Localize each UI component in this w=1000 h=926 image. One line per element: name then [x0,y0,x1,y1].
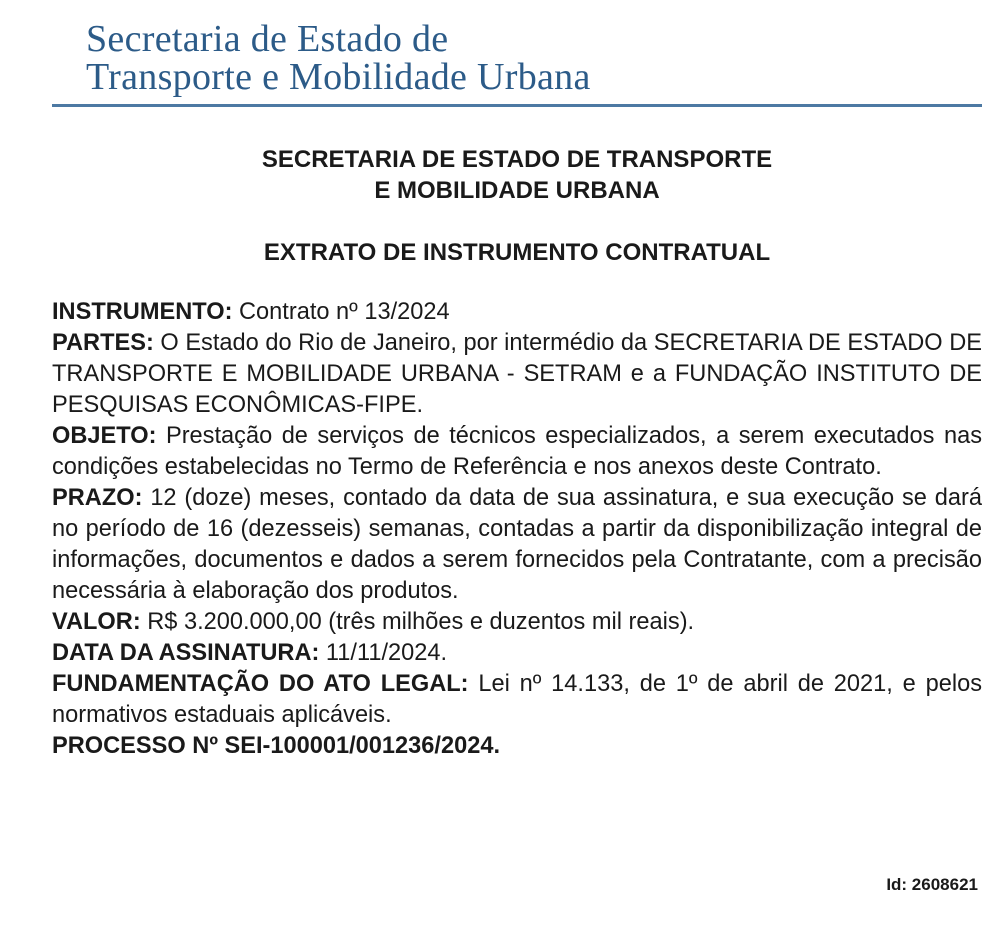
data-assinatura-label: DATA DA ASSINATURA: [52,640,320,666]
prazo-field [52,483,982,607]
fundamentacao-field [52,669,982,731]
contract-extract-body [52,297,982,762]
data-assinatura-value: 11/11/2024. [319,640,448,666]
valor-label: VALOR: [52,609,141,635]
instrumento-field [52,297,982,328]
partes-field [52,328,982,421]
prazo-value: 12 (doze) meses, contado da data de sua assinatura, e sua execução se dará no período de 16 (dezesseis) semanas, contadas a partir da disponibilização integral de informações, documentos e dados a serem fornecidos pela Contratante, com a precisão necessária à elaboração dos produtos. [52,485,982,604]
fundamentacao-value: Lei nº 14.133, de 1º de abril de 2021, e pelos normativos estaduais aplicáveis. [52,671,982,728]
fundamentacao-label: FUNDAMENTAÇÃO DO ATO LEGAL: [52,671,469,697]
partes-label: PARTES: [52,330,154,356]
partes-value: O Estado do Rio de Janeiro, por intermédio da SECRETARIA DE ESTADO DE TRANSPORTE E MOBILIDADE URBANA - SETRAM e a FUNDAÇÃO INSTITUTO DE PESQUISAS ECONÔMICAS-FIPE. [52,330,982,418]
document-id: Id: 2608621 [886,875,978,894]
instrumento-label: INSTRUMENTO: [52,299,233,325]
section-header [52,20,984,107]
section-title-line2: Transporte e Mobilidade Urbana [86,56,591,98]
prazo-label: PRAZO: [52,485,143,511]
agency-heading [52,144,982,206]
processo-number: PROCESSO Nº SEI-100001/001236/2024. [52,733,500,759]
agency-heading-line2: E MOBILIDADE URBANA [374,177,660,204]
instrumento-value: Contrato nº 13/2024 [232,299,450,325]
agency-heading-line1: SECRETARIA DE ESTADO DE TRANSPORTE [261,146,773,173]
section-title [52,20,984,96]
objeto-value: Prestação de serviços de técnicos especializados, a serem executados nas condições estabelecidas no Termo de Referência e nos anexos deste Contrato. [52,423,982,480]
valor-field [52,607,982,638]
header-divider [52,104,982,107]
section-title-line1: Secretaria de Estado de [86,18,449,60]
data-assinatura-field [52,638,982,669]
objeto-field [52,421,982,483]
document-title: EXTRATO DE INSTRUMENTO CONTRATUAL [263,239,771,266]
valor-value: R$ 3.200.000,00 (três milhões e duzentos mil reais). [140,609,695,635]
objeto-label: OBJETO: [52,423,157,449]
